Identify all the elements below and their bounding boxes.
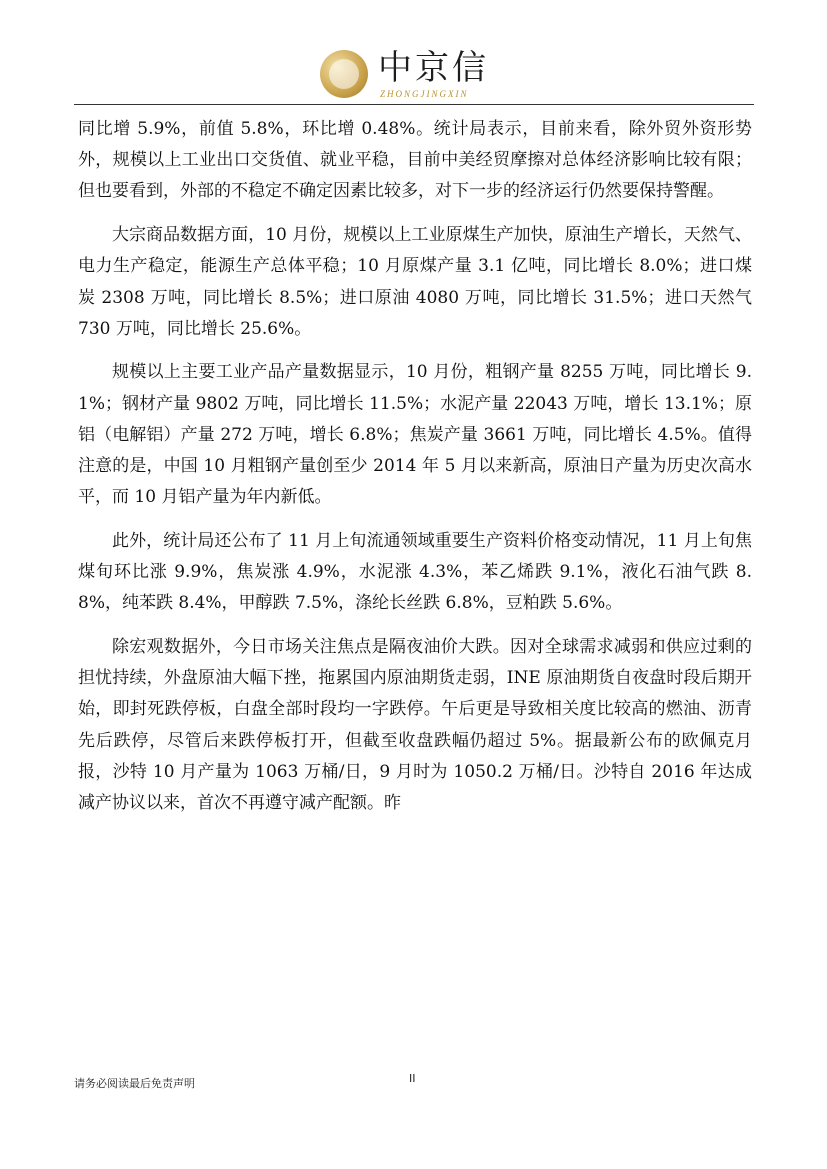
paragraph-oil-market: 除宏观数据外，今日市场关注焦点是隔夜油价大跌。因对全球需求减弱和供应过剩的担忧持续，外盘原油大幅下挫，拖累国内原油期货走弱，INE 原油期货自夜盘时段后期开始，即封死跌停板，白盘全部时段均一字跌停。午后更是导致相关度比较高的燃油、沥青先后跌停，尽管后来跌停板打开，但截至收盘跌幅仍超过 5%。据最新公布的欧佩克月报，沙特 10 月产量为 1063 万桶/日，9 月时为 1050.2 万桶/日。沙特自 2016 年达成减产协议以来，首次不再遵守减产配额。昨	[78, 637, 752, 814]
header-divider	[74, 104, 754, 105]
disclaimer-note: 请务必阅读最后免责声明	[74, 1077, 195, 1090]
brand-name-en: ZHONGJINGXIN	[380, 89, 469, 99]
paragraph-industrial-output: 规模以上主要工业产品产量数据显示，10 月份，粗钢产量 8255 万吨，同比增长 9.1%；钢材产量 9802 万吨，同比增长 11.5%；水泥产量 22043 万吨，增长 13.1%；原铝（电解铝）产量 272 万吨，增长 6.8%；焦炭产量 3661 万吨，同比增长 4.5%。值得注意的是，中国 10 月粗钢产量创至少 2014 年 5 月以来新高，原油日产量为历史次高水平，而 10 月铝产量为年内新低。	[78, 362, 752, 508]
paragraph-commodities: 大宗商品数据方面，10 月份，规模以上工业原煤生产加快，原油生产增长，天然气、电力生产稳定，能源生产总体平稳；10 月原煤产量 3.1 亿吨，同比增长 8.0%；进口煤炭 2308 万吨，同比增长 8.5%；进口原油 4080 万吨，同比增长 31.5%；进口天然气 730 万吨，同比增长 25.6%。	[78, 225, 752, 339]
brand-name-cn: 中京信	[378, 48, 489, 88]
paragraph-continued: 同比增 5.9%，前值 5.8%，环比增 0.48%。统计局表示，目前来看，除外贸外资形势外，规模以上工业出口交货值、就业平稳，目前中美经贸摩擦对总体经济影响比较有限；但也要看到，外部的不稳定不确定因素比较多，对下一步的经济运行仍然要保持警醒。	[78, 119, 752, 202]
paragraph-price-changes: 此外，统计局还公布了 11 月上旬流通领域重要生产资料价格变动情况，11 月上旬焦煤旬环比涨 9.9%，焦炭涨 4.9%，水泥涨 4.3%，苯乙烯跌 9.1%，液化石油气跌 8.8%，纯苯跌 8.4%，甲醇跌 7.5%，涤纶长丝跌 6.8%，豆粕跌 5.6%。	[78, 530, 752, 614]
page-header	[0, 0, 827, 106]
zhongjingxin-logo-icon	[320, 50, 368, 98]
page-number: II	[409, 1072, 416, 1085]
document-body	[78, 114, 752, 819]
logo-highlight	[329, 59, 359, 89]
